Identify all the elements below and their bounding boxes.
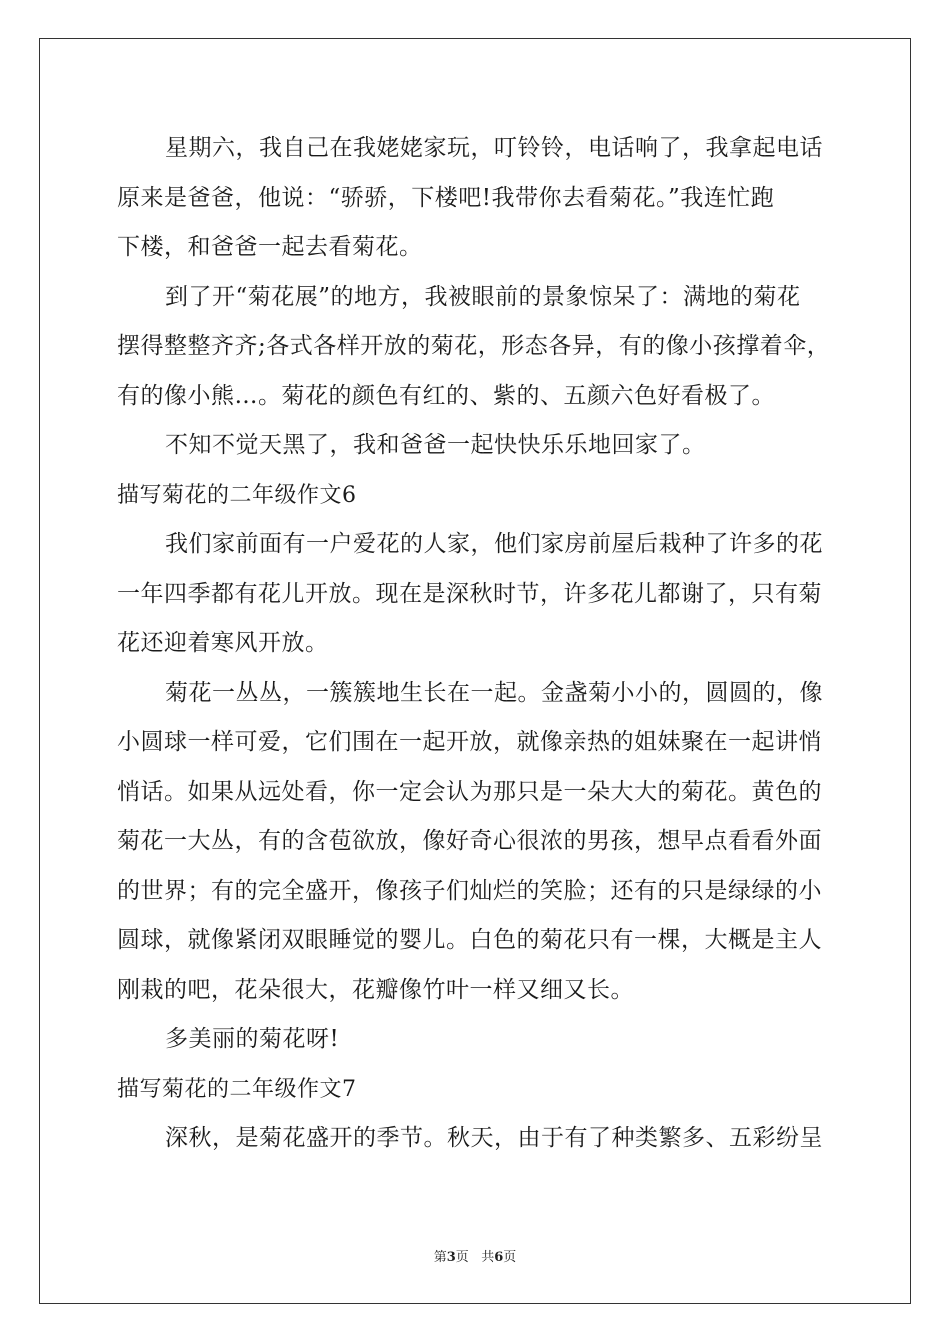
footer-prefix: 第 bbox=[433, 1250, 447, 1265]
text-line: 星期六，我自己在我姥姥家玩，叮铃铃，电话响了，我拿起电话 bbox=[165, 135, 823, 161]
text-line: 多美丽的菊花呀! bbox=[165, 1026, 340, 1052]
text-line: 花还迎着寒风开放。 bbox=[117, 630, 329, 656]
text-line: 我们家前面有一户爱花的人家，他们家房前屋后栽种了许多的花 bbox=[165, 531, 823, 557]
text-line: 不知不觉天黑了，我和爸爸一起快快乐乐地回家了。 bbox=[165, 432, 706, 458]
text-line: 菊花一丛丛，一簇簇地生长在一起。金盏菊小小的，圆圆的，像 bbox=[165, 679, 823, 706]
text-line: 圆球，就像紧闭双眼睡觉的婴儿。白色的菊花只有一棵，大概是主人 bbox=[117, 927, 822, 953]
text-line: 悄话。如果从远处看，你一定会认为那只是一朵大大的菊花。黄色的 bbox=[117, 778, 822, 805]
text-line: 的世界；有的完全盛开，像孩子们灿烂的笑脸；还有的只是绿绿的小 bbox=[117, 877, 822, 904]
text-line: 小圆球一样可爱，它们围在一起开放，就像亲热的姐妹聚在一起讲悄 bbox=[117, 729, 822, 755]
text-line: 深秋，是菊花盛开的季节。秋天，由于有了种类繁多、五彩纷呈 bbox=[165, 1125, 823, 1151]
footer-suffix: 页 bbox=[503, 1250, 517, 1265]
text-line: 一年四季都有花儿开放。现在是深秋时节，许多花儿都谢了，只有菊 bbox=[117, 580, 822, 607]
section-heading: 描写菊花的二年级作文7 bbox=[117, 1076, 357, 1102]
footer-mid: 页 共 bbox=[455, 1250, 495, 1265]
text-line: 菊花一大丛，有的含苞欲放，像好奇心很浓的男孩，想早点看看外面 bbox=[117, 828, 822, 854]
text-line: 摆得整整齐齐;各式各样开放的菊花，形态各异，有的像小孩撑着伞， bbox=[117, 333, 831, 359]
page-footer bbox=[0, 1246, 950, 1265]
text-line: 原来是爸爸，他说：“骄骄，下楼吧!我带你去看菊花。”我连忙跑 bbox=[117, 184, 775, 211]
total-pages-number: 6 bbox=[494, 1250, 504, 1265]
section-heading: 描写菊花的二年级作文6 bbox=[117, 482, 357, 508]
text-line: 刚栽的吧，花朵很大，花瓣像竹叶一样又细又长。 bbox=[117, 976, 634, 1003]
current-page-number: 3 bbox=[446, 1250, 456, 1265]
document-body bbox=[117, 124, 837, 1164]
text-line: 有的像小熊…。菊花的颜色有红的、紫的、五颜六色好看极了。 bbox=[117, 382, 775, 409]
text-line: 下楼，和爸爸一起去看菊花。 bbox=[117, 234, 423, 260]
text-line: 到了开“菊花展”的地方，我被眼前的景象惊呆了：满地的菊花 bbox=[165, 283, 801, 310]
